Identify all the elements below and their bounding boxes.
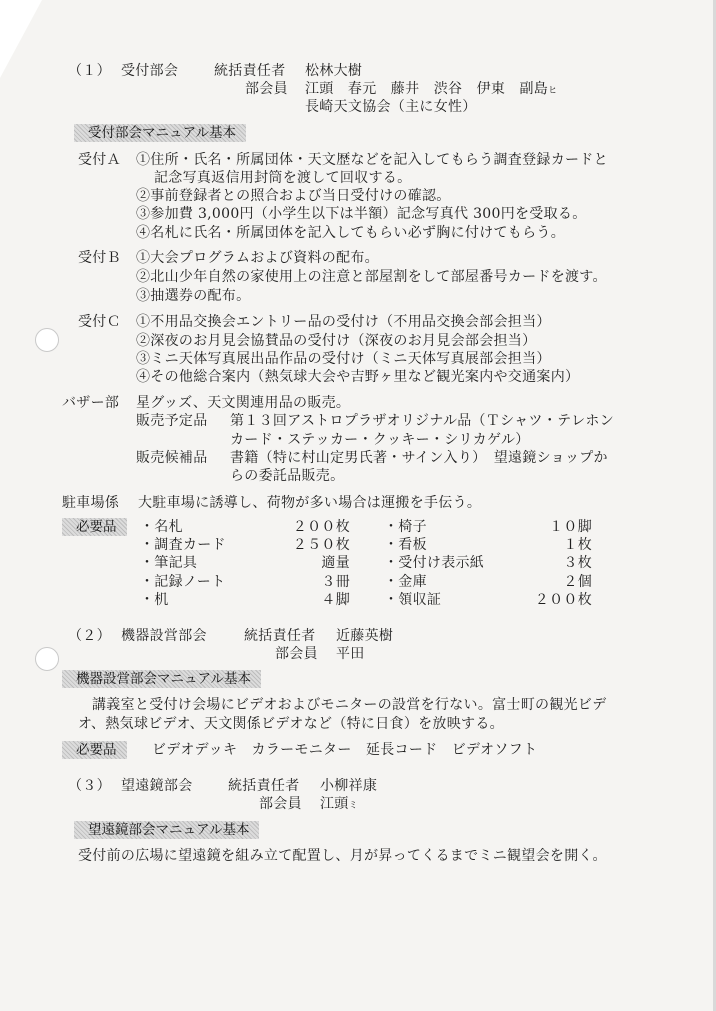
needs-right-item-5: ・領収証: [384, 592, 442, 608]
needs-right-qty-5: ２００枚: [534, 592, 592, 608]
reception-b-item-1: ①大会プログラムおよび資料の配布。: [136, 250, 379, 266]
bazaar-label: バザー部: [62, 395, 120, 411]
sec1-manual-heading: 受付部会マニュアル基本: [74, 124, 246, 142]
sec2-title: 機器設営部会: [121, 628, 207, 644]
needs-left-item-1: ・名札: [140, 519, 183, 535]
reception-c-item-4: ④その他総合案内（熱気球大会や吉野ヶ里など観光案内や交通案内）: [136, 369, 580, 385]
needs-right-qty-4: ２個: [563, 574, 592, 590]
parking-text: 大駐車場に誘導し、荷物が多い場合は運搬を手伝う。: [138, 495, 482, 511]
sec1-members-label: 部会員: [245, 81, 288, 97]
reception-a-item-3: ③参加費 3,000円（小学生以下は半額）記念写真代 300円を受取る。: [136, 206, 587, 222]
reception-c-item-1: ①不用品交換会エントリー品の受付け（不用品交換会部会担当）: [136, 314, 551, 330]
sec3-lead-name: 小柳祥康: [320, 778, 378, 794]
sec2-members-label: 部会員: [275, 646, 318, 662]
sec2-lead-label: 統括責任者: [244, 628, 316, 644]
reception-c-item-3: ③ミニ天体写真展出品作品の受付け（ミニ天体写真展部会担当）: [136, 351, 551, 367]
sec2-needs-heading: 必要品: [62, 741, 127, 759]
bazaar-text: 星グッズ、天文関連用品の販売。: [136, 395, 351, 411]
punch-hole-bottom: [35, 647, 59, 671]
sec2-needs-text: ビデオデッキ カラーモニター 延長コード ビデオソフト: [152, 742, 538, 758]
needs-right-item-2: ・看板: [384, 537, 427, 553]
sec3-members-suffix: ミ: [348, 801, 358, 811]
sec2-members: 平田: [336, 646, 365, 662]
reception-b-item-3: ③抽選券の配布。: [136, 288, 251, 304]
sec3-lead-label: 統括責任者: [228, 778, 300, 794]
needs-left-item-2: ・調査カード: [140, 537, 226, 553]
needs-left-qty-4: ３冊: [321, 574, 350, 590]
reception-c-label: 受付Ｃ: [78, 314, 121, 330]
candidate-sales-text-1: 書籍（特に村山定男氏著・サイン入り） 望遠鏡ショップか: [230, 450, 608, 466]
needs-left-qty-5: ４脚: [321, 592, 350, 608]
reception-b-label: 受付Ｂ: [78, 250, 121, 266]
punch-hole-top: [35, 328, 59, 352]
sec1-number: （１）: [68, 63, 111, 79]
needs-left-item-3: ・筆記具: [140, 555, 198, 571]
sec1-members-suffix: ヒ: [548, 86, 558, 96]
sec3-manual-heading: 望遠鏡部会マニュアル基本: [74, 821, 259, 839]
needs-right-qty-2: １枚: [563, 537, 592, 553]
sec1-members: 江頭 春元 藤井 渋谷 伊東 副島ヒ: [305, 81, 558, 97]
sec1-needs-heading: 必要品: [62, 518, 127, 536]
reception-c-item-2: ②深夜のお月見会協賛品の受付け（深夜のお月見会部会担当）: [136, 333, 537, 349]
sec3-body: 受付前の広場に望遠鏡を組み立て配置し、月が昇ってくるまでミニ観望会を開く。: [78, 848, 607, 864]
needs-right-qty-3: ３枚: [563, 555, 592, 571]
needs-right-item-3: ・受付け表示紙: [384, 555, 485, 571]
sec1-lead-label: 統括責任者: [214, 63, 286, 79]
sec2-number: （２）: [68, 628, 111, 644]
reception-a-item-4: ④名札に氏名・所属団体を記入してもらい必ず胸に付けてもらう。: [136, 225, 565, 241]
needs-left-item-4: ・記録ノート: [140, 574, 226, 590]
needs-left-qty-3: 適量: [321, 555, 350, 571]
parking-label: 駐車場係: [62, 495, 120, 511]
sec3-members: 江頭ミ: [320, 796, 358, 812]
reception-a-item-2: ②事前登録者との照合および当日受付けの確認。: [136, 188, 451, 204]
sec1-lead-name: 松林大樹: [305, 63, 363, 79]
sec3-title: 望遠鏡部会: [121, 778, 193, 794]
sec3-members-label: 部会員: [259, 796, 302, 812]
sec2-lead-name: 近藤英樹: [336, 628, 394, 644]
reception-a-item-1-cont: 記念写真返信用封筒を渡して回収する。: [154, 170, 412, 186]
sec1-title: 受付部会: [121, 63, 179, 79]
reception-a-label: 受付Ａ: [78, 152, 121, 168]
reception-a-item-1: ①住所・氏名・所属団体・天文歴などを記入してもらう調査登録カードと: [136, 152, 608, 168]
reception-b-item-2: ②北山少年自然の家使用上の注意と部屋割をして部屋番号カードを渡す。: [136, 269, 607, 285]
needs-right-qty-1: １０脚: [549, 519, 592, 535]
folded-corner: [0, 0, 42, 78]
sec1-members-group: 長崎天文協会（主に女性）: [305, 99, 477, 115]
sec2-body-2: オ、熱気球ビデオ、天文関係ビデオなど（特に日食）を放映する。: [78, 716, 504, 732]
needs-left-item-5: ・机: [140, 592, 169, 608]
planned-sales-label: 販売予定品: [136, 413, 208, 429]
sec2-body-1: 講義室と受付け会場にビデオおよびモニターの設営を行ない。富士町の観光ビデ: [92, 697, 607, 713]
needs-left-qty-1: ２００枚: [292, 519, 350, 535]
sec3-number: （３）: [68, 778, 111, 794]
needs-right-item-1: ・椅子: [384, 519, 427, 535]
candidate-sales-label: 販売候補品: [136, 450, 208, 466]
planned-sales-text-2: カード・ステッカー・クッキー・シリカゲル）: [230, 432, 530, 448]
planned-sales-text-1: 第１３回アストロプラザオリジナル品（Ｔシャツ・テレホン: [230, 413, 614, 429]
sec2-manual-heading: 機器設営部会マニュアル基本: [62, 670, 261, 688]
candidate-sales-text-2: らの委託品販売。: [230, 468, 345, 484]
needs-right-item-4: ・金庫: [384, 574, 427, 590]
needs-left-qty-2: ２５０枚: [292, 537, 350, 553]
